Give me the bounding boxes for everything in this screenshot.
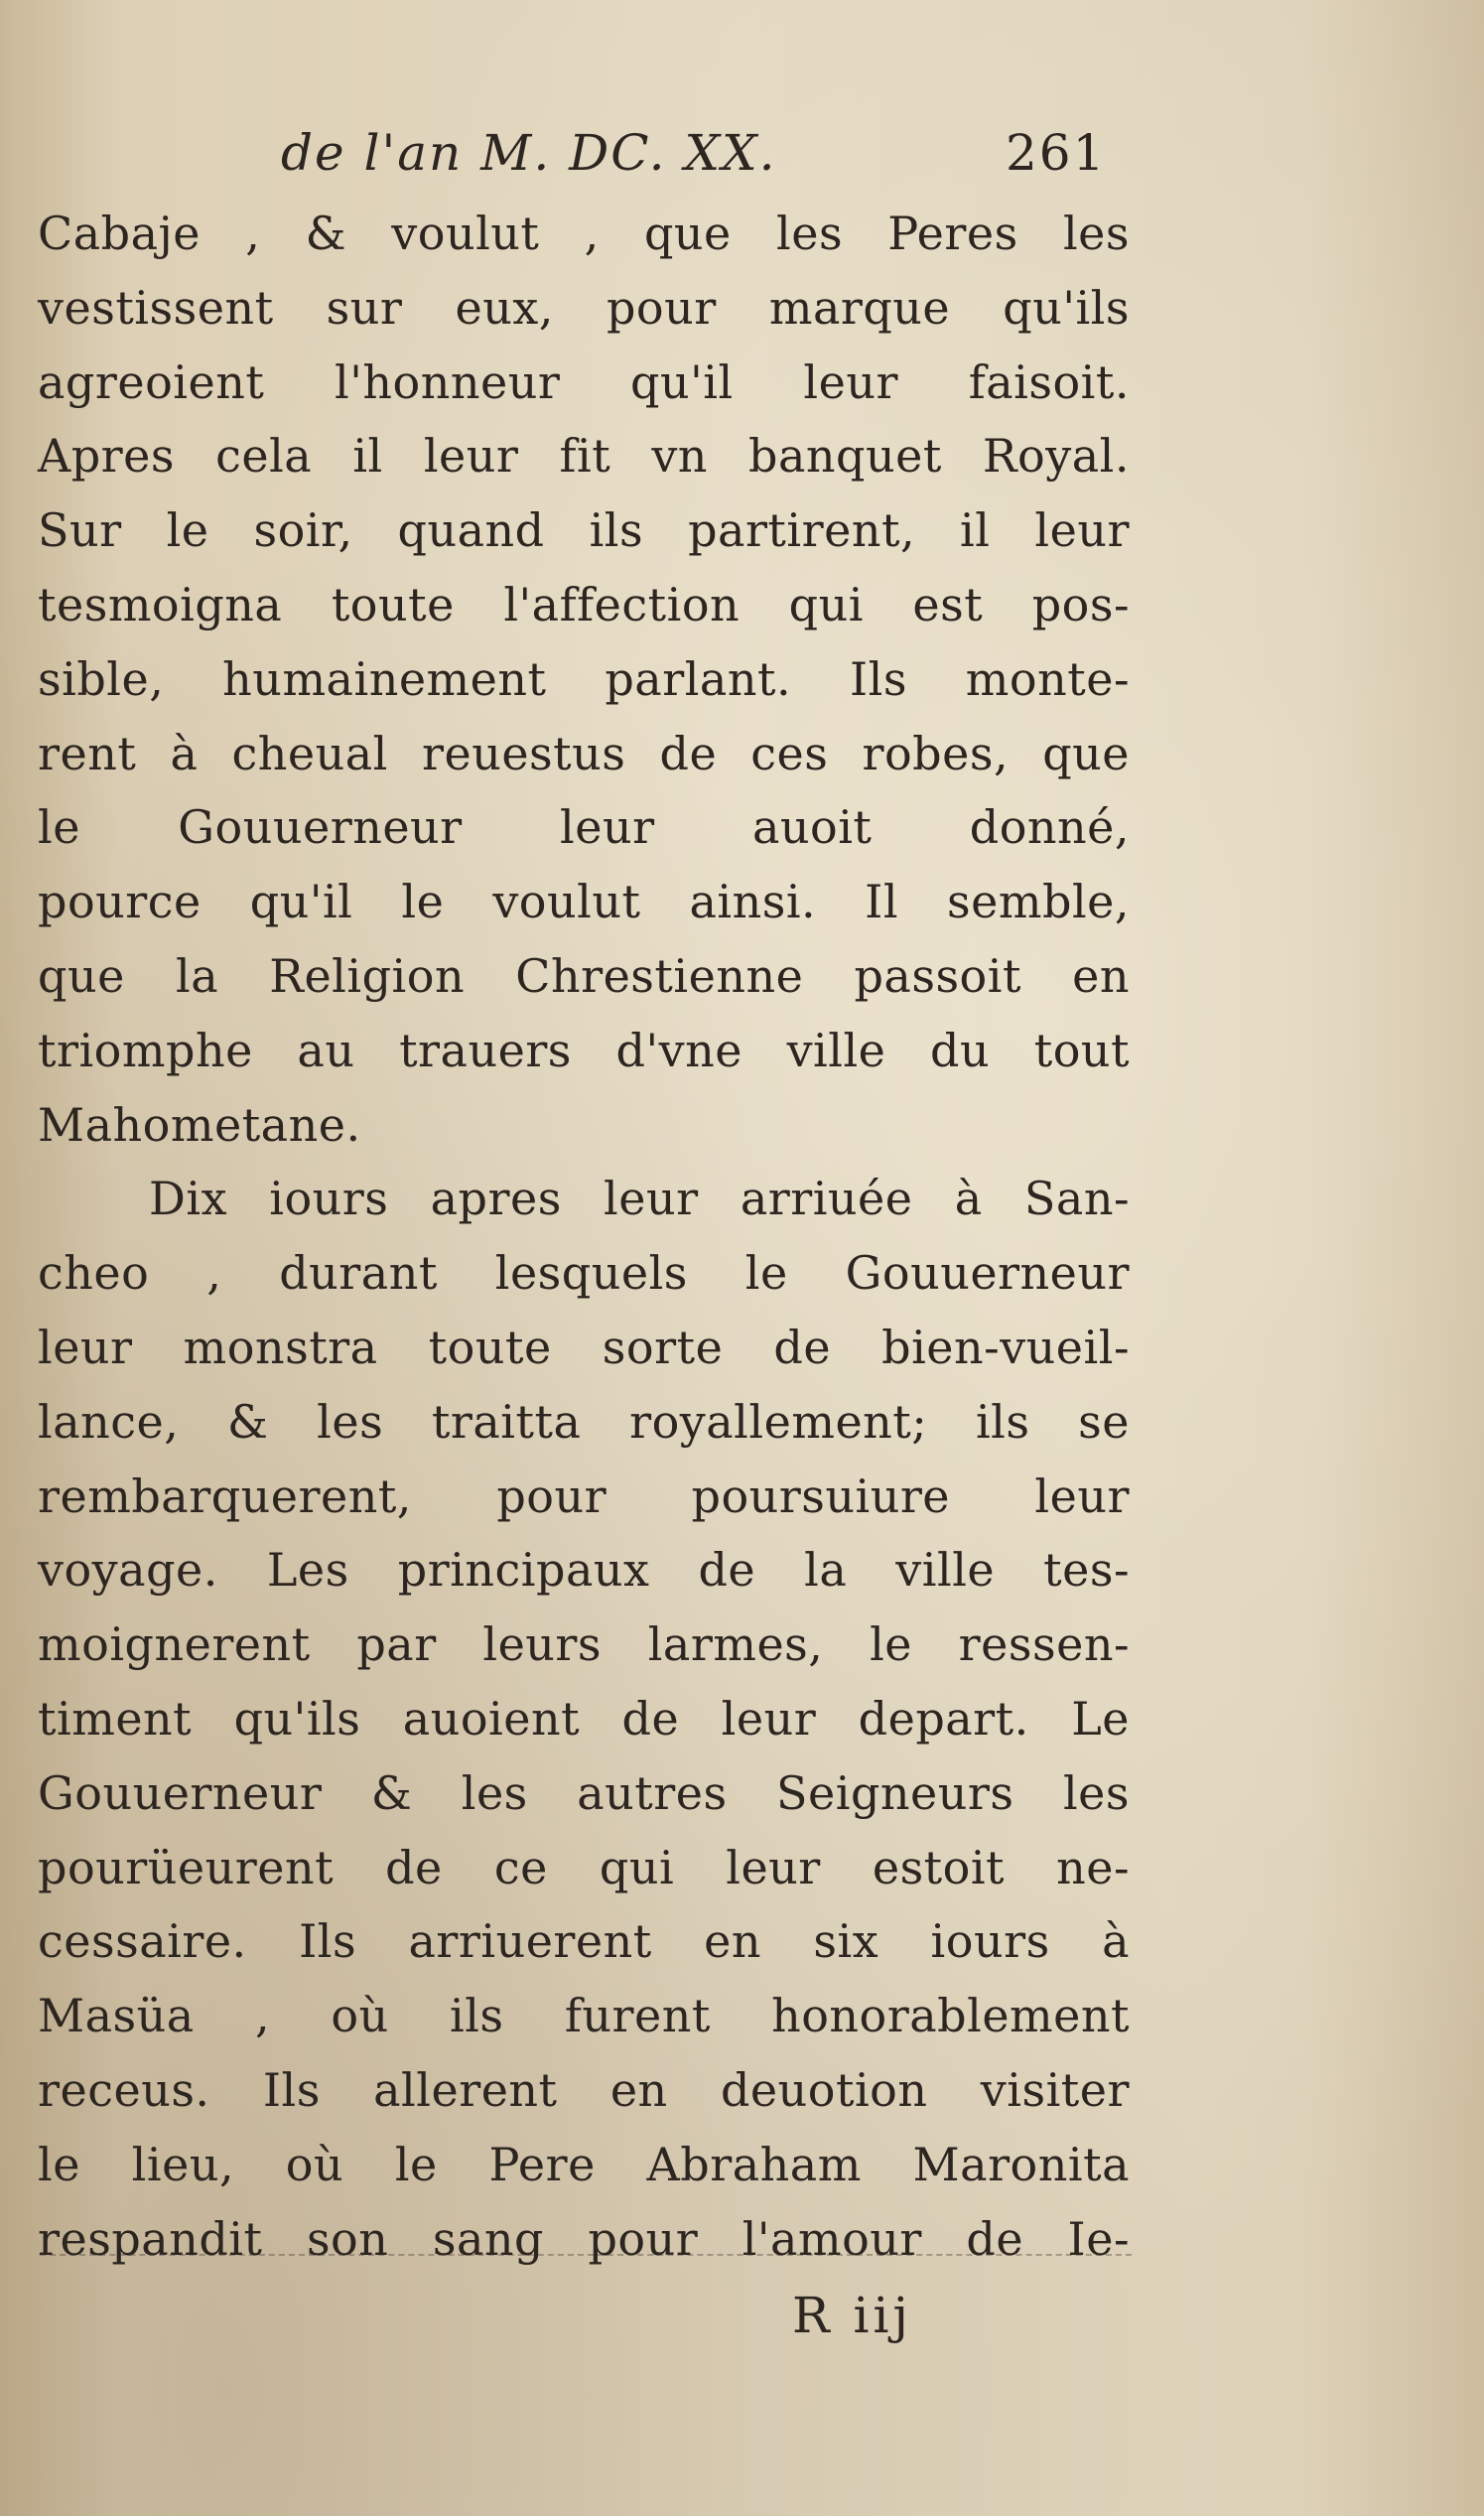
- text-line: Cabaje , & voulut , que les Peres les: [38, 207, 1130, 260]
- page-footer: [38, 2276, 1130, 2355]
- page-header: [38, 109, 1130, 197]
- text-line: triomphe au trauers d'vne ville du tout: [38, 1023, 1130, 1077]
- text-line: agreoient l'honneur qu'il leur faisoit.: [38, 354, 1130, 409]
- text-line: rembarquerent, pour poursuiure leur: [38, 1468, 1130, 1523]
- signature-mark: R iij: [792, 2287, 913, 2345]
- text-line: tesmoigna toute l'affection qui est pos-: [38, 577, 1130, 631]
- text-line-paragraph-start: Dix iours apres leur arriuée à San-: [149, 1172, 1130, 1226]
- text-line: pource qu'il le voulut ainsi. Il semble,: [38, 875, 1130, 929]
- text-line: rent à cheual reuestus de ces robes, que: [38, 726, 1130, 780]
- faint-rule: [40, 2254, 1132, 2256]
- text-line: que la Religion Chrestienne passoit en: [38, 948, 1130, 1003]
- text-line: Gouuerneur & les autres Seigneurs les: [38, 1765, 1130, 1820]
- text-line: lance, & les traitta royallement; ils se: [38, 1394, 1130, 1449]
- text-block: [38, 109, 1130, 2355]
- text-line: Masüa , où ils furent honorablement: [38, 1989, 1130, 2043]
- running-title: de l'an M. DC. XX.: [281, 124, 777, 182]
- text-line: cheo , durant lesquels le Gouuerneur: [38, 1246, 1130, 1301]
- text-line: voyage. Les principaux de la ville tes-: [38, 1543, 1130, 1598]
- text-line-paragraph-end: Mahometane.: [38, 1097, 361, 1152]
- text-line: moignerent par leurs larmes, le ressen-: [38, 1617, 1130, 1672]
- text-line: sible, humainement parlant. Ils monte-: [38, 651, 1130, 706]
- text-line: cessaire. Ils arriuerent en six iours à: [38, 1914, 1130, 1969]
- page-number: 261: [1006, 124, 1107, 182]
- text-line: Sur le soir, quand ils partirent, il leur: [38, 503, 1130, 558]
- text-line: le lieu, où le Pere Abraham Maronita: [38, 2137, 1130, 2191]
- text-line: receus. Ils allerent en deuotion visiter: [38, 2062, 1130, 2117]
- text-line: timent qu'ils auoient de leur depart. Le: [38, 1691, 1130, 1746]
- text-line: leur monstra toute sorte de bien-vueil-: [38, 1320, 1130, 1374]
- text-line: Apres cela il leur fit vn banquet Royal.: [38, 429, 1130, 484]
- text-line: vestissent sur eux, pour marque qu'ils: [38, 280, 1130, 335]
- text-line: pourüeurent de ce qui leur estoit ne-: [38, 1840, 1130, 1894]
- text-line: respandit son sang pour l'amour de Ie-: [38, 2211, 1130, 2266]
- text-line: le Gouuerneur leur auoit donné,: [38, 800, 1130, 855]
